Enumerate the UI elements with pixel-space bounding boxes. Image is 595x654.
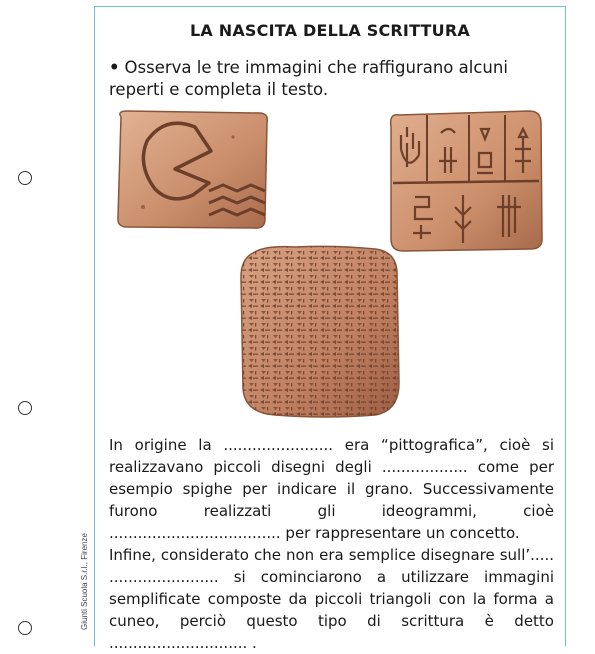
bullet-mark: • (109, 58, 120, 77)
page-title: LA NASCITA DELLA SCRITTURA (190, 21, 470, 40)
binder-hole-icon (18, 401, 32, 415)
tablet-pictographic-icon (113, 107, 271, 233)
tablet-cuneiform-icon (235, 243, 405, 421)
paragraph-2: Infine, considerato che non era semplice disegnare sull’..... ....................... si cominciarono a utilizzare immagini semplificate composte da piccoli triangoli con la forma a cuneo, perciò questo tipo di scrittura è detto ............................. . (109, 546, 554, 652)
tablet-ideographic-icon (385, 107, 547, 257)
publisher-credit: Giunti Scuola S.r.l., Firenze (80, 533, 89, 630)
instruction (109, 57, 549, 101)
binder-hole-icon (18, 621, 32, 635)
paragraph-1: In origine la ....................... era “pittografica”, cioè si realizzavano piccoli disegni degli .................. come per esempio spighe per indicare il grano. Successivamente furono realizzati gli ideogrammi, cioè .................................... per rappresentare un concetto. (109, 436, 554, 542)
worksheet (94, 6, 566, 652)
binder-hole-icon (18, 171, 32, 185)
fill-in-text (109, 434, 554, 654)
instruction-text: Osserva le tre immagini che raffigurano alcuni reperti e completa il testo. (109, 58, 508, 99)
